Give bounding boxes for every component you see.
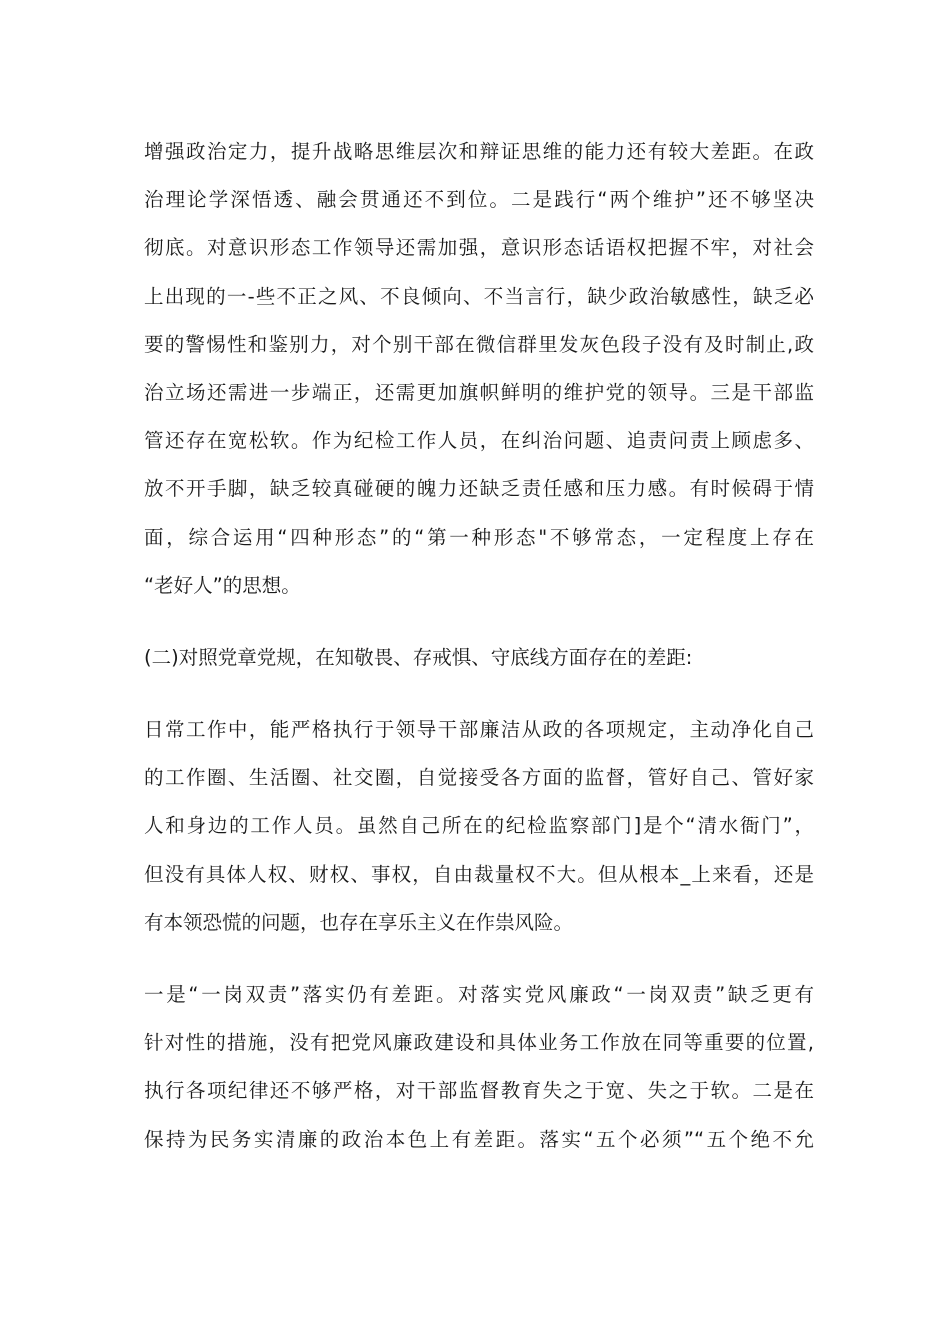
paragraph-spacer xyxy=(144,682,814,706)
text-line: 面，综合运用“四种形态”的“第一种形态"不够常态，一定程度上存在 xyxy=(144,525,814,549)
text-line: 治立场还需进一步端正，还需更加旗帜鲜明的维护党的领导。三是干部监 xyxy=(144,380,814,404)
paragraph-responsibility-gaps xyxy=(144,971,814,1164)
paragraph-daily-work xyxy=(144,706,814,947)
text-line: 人和身边的工作人员。虽然自己所在的纪检监察部门]是个“清水衙门”， xyxy=(144,814,814,838)
text-line: 彻底。对意识形态工作领导还需加强，意识形态话语权把握不牢，对社会 xyxy=(144,236,814,260)
text-line: 放不开手脚，缺乏较真碰硬的魄力还缺乏责任感和压力感。有时候碍于情 xyxy=(144,477,814,501)
text-line: 针对性的措施，没有把党风廉政建设和具体业务工作放在同等重要的位置, xyxy=(144,1031,814,1055)
heading-line: (二)对照党章党规，在知敬畏、存戒惧、守底线方面存在的差距: xyxy=(144,645,693,669)
text-line: 管还存在宽松软。作为纪检工作人员，在纠治问题、追责问责上顾虑多、 xyxy=(144,429,814,453)
paragraph-political-gaps xyxy=(144,128,814,610)
paragraph-spacer xyxy=(144,947,814,971)
text-line: 一是“一岗双责”落实仍有差距。对落实党风廉政“一岗双责”缺乏更有 xyxy=(144,983,814,1006)
text-line: 执行各项纪律还不够严格，对干部监督教育失之于宽、失之于软。二是在 xyxy=(144,1079,814,1103)
text-line: 治理论学深悟透、融会贯通还不到位。二是践行“两个维护”还不够坚决 xyxy=(144,188,814,212)
text-line: “老好人”的思想。 xyxy=(144,573,301,597)
section-heading xyxy=(144,634,814,682)
text-line: 要的警惕性和鉴别力，对个别干部在微信群里发灰色段子没有及时制止,政 xyxy=(144,332,814,356)
paragraph-spacer xyxy=(144,610,814,634)
text-line: 有本领恐慌的问题，也存在享乐主义在作祟风险。 xyxy=(144,910,574,934)
text-line: 的工作圈、生活圈、社交圈，自觉接受各方面的监督，管好自己、管好家 xyxy=(144,766,814,790)
text-line: 增强政治定力，提升战略思维层次和辩证思维的能力还有较大差距。在政 xyxy=(144,140,814,163)
text-line: 保持为民务实清廉的政治本色上有差距。落实“五个必须”“五个绝不允 xyxy=(144,1127,814,1151)
text-line: 日常工作中，能严格执行于领导干部廉洁从政的各项规定，主动净化自己 xyxy=(144,718,814,742)
text-line: 上出现的一-些不正之风、不良倾向、不当言行，缺少政治敏感性，缺乏必 xyxy=(144,284,814,308)
document-body xyxy=(144,128,814,1164)
text-line: 但没有具体人权、财权、事权，自由裁量权不大。但从根本_上来看，还是 xyxy=(144,862,814,886)
